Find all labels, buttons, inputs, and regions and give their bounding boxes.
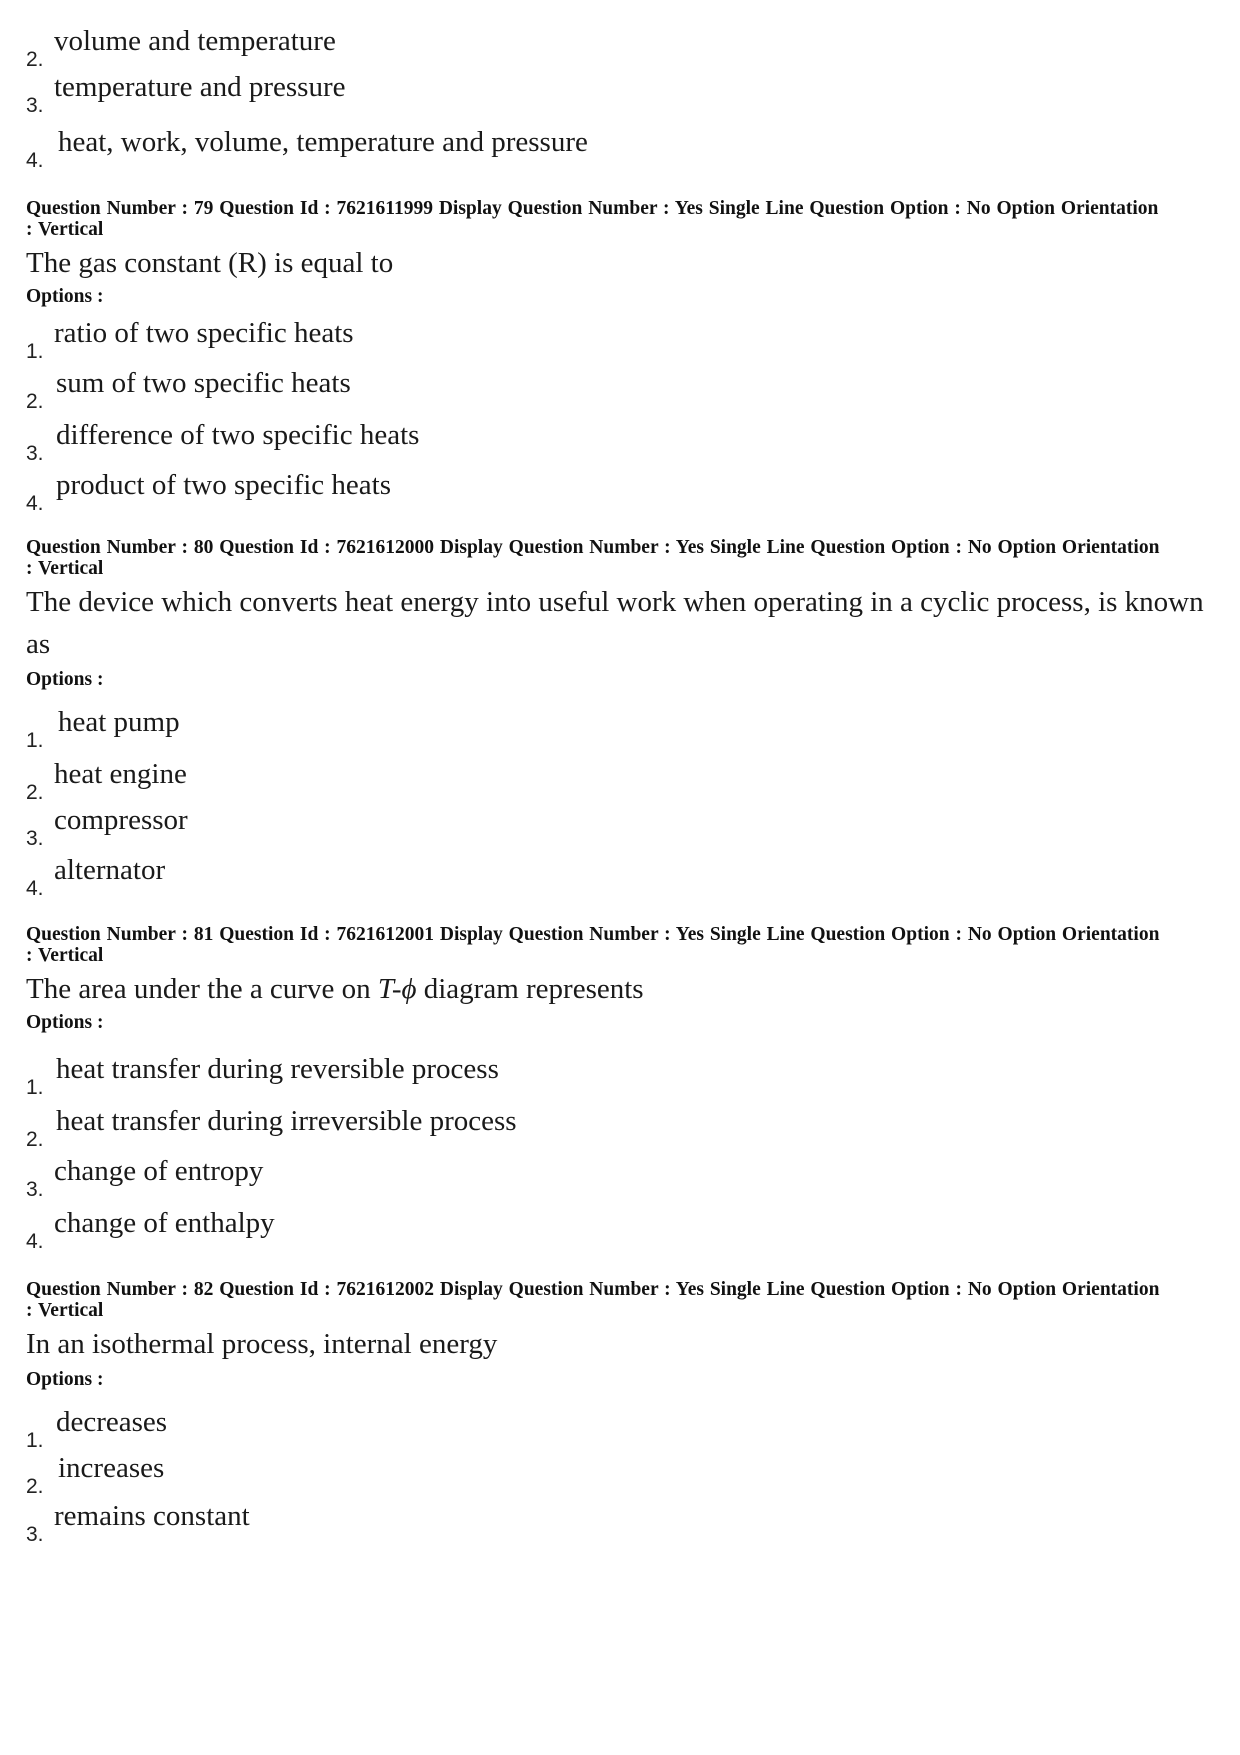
question-text: The gas constant (R) is equal to xyxy=(26,247,394,279)
option-row xyxy=(26,1098,1216,1150)
question-80 xyxy=(26,537,1216,899)
option-number: 3. xyxy=(26,827,44,850)
option-text: increases xyxy=(58,1451,165,1484)
option-row xyxy=(26,803,1216,849)
question-text: In an isothermal process, internal energy xyxy=(26,1328,498,1360)
option-row xyxy=(26,18,1216,70)
option-number: 2. xyxy=(26,1128,44,1151)
question-81 xyxy=(26,924,1216,1252)
option-text: heat pump xyxy=(58,705,180,738)
option-text: decreases xyxy=(56,1405,168,1438)
question-meta: Question Number : 82 Question Id : 7621612002 Display Question Number : Yes Single Line Question Option : No Option Orientation : Vertical xyxy=(26,1279,1160,1321)
option-number: 4. xyxy=(26,492,44,515)
option-text: sum of two specific heats xyxy=(56,366,351,399)
option-number: 1. xyxy=(26,340,44,363)
t-phi-symbol: T-ϕ xyxy=(377,973,417,1005)
options-list xyxy=(26,1401,1216,1545)
option-text: ratio of two specific heats xyxy=(54,316,354,349)
question-text xyxy=(26,968,1216,1010)
option-row xyxy=(26,1200,1216,1252)
options-label: Options : xyxy=(26,669,104,690)
option-text: temperature and pressure xyxy=(54,70,346,103)
options-list xyxy=(26,701,1216,899)
options-list xyxy=(26,1046,1216,1252)
question-text: The device which converts heat energy into useful work when operating in a cyclic process, is known as xyxy=(26,586,1204,660)
option-number: 2. xyxy=(26,1475,44,1498)
option-number: 3. xyxy=(26,1178,44,1201)
question-79 xyxy=(26,198,1216,514)
option-row xyxy=(26,849,1216,899)
option-number: 2. xyxy=(26,390,44,413)
option-number: 4. xyxy=(26,149,44,172)
option-number: 2. xyxy=(26,781,44,804)
option-row xyxy=(26,1150,1216,1200)
option-text: heat transfer during reversible process xyxy=(56,1052,499,1085)
question-meta: Question Number : 81 Question Id : 7621612001 Display Question Number : Yes Single Line Question Option : No Option Orientation : Vertical xyxy=(26,924,1160,966)
option-row xyxy=(26,1451,1216,1497)
option-number: 1. xyxy=(26,1429,44,1452)
option-row xyxy=(26,1497,1216,1545)
option-row xyxy=(26,701,1216,751)
option-text: heat engine xyxy=(54,757,187,790)
option-row xyxy=(26,116,1216,171)
option-text: heat transfer during irreversible process xyxy=(56,1104,517,1137)
options-label: Options : xyxy=(26,286,104,307)
option-row xyxy=(26,412,1216,464)
option-text: heat, work, volume, temperature and pressure xyxy=(58,125,588,158)
option-text: difference of two specific heats xyxy=(56,418,420,451)
option-row xyxy=(26,70,1216,116)
options-label: Options : xyxy=(26,1012,104,1033)
option-text: alternator xyxy=(54,853,166,886)
option-row xyxy=(26,316,1216,362)
option-number: 4. xyxy=(26,1230,44,1253)
question-meta: Question Number : 80 Question Id : 7621612000 Display Question Number : Yes Single Line Question Option : No Option Orientation : Vertical xyxy=(26,537,1160,579)
option-row xyxy=(26,1401,1216,1451)
option-number: 1. xyxy=(26,729,44,752)
option-row xyxy=(26,464,1216,514)
question-82 xyxy=(26,1279,1216,1545)
option-row xyxy=(26,362,1216,412)
option-text: change of entropy xyxy=(54,1154,264,1187)
option-number: 3. xyxy=(26,1523,44,1546)
option-text: volume and temperature xyxy=(54,24,336,57)
option-row xyxy=(26,751,1216,803)
option-text: remains constant xyxy=(54,1499,250,1532)
option-number: 4. xyxy=(26,877,44,900)
option-text: compressor xyxy=(54,803,188,836)
question-text-part: diagram represents xyxy=(416,973,644,1005)
continued-options xyxy=(26,18,1216,171)
option-number: 1. xyxy=(26,1076,44,1099)
option-text: change of enthalpy xyxy=(54,1206,275,1239)
question-meta: Question Number : 79 Question Id : 7621611999 Display Question Number : Yes Single Line Question Option : No Option Orientation : Vertical xyxy=(26,198,1159,240)
option-text: product of two specific heats xyxy=(56,468,392,501)
option-row xyxy=(26,1046,1216,1098)
options-label: Options : xyxy=(26,1369,104,1390)
option-number: 3. xyxy=(26,94,44,117)
option-number: 2. xyxy=(26,48,44,71)
question-text-part: The area under the a curve on xyxy=(26,973,378,1005)
option-number: 3. xyxy=(26,442,44,465)
options-list xyxy=(26,316,1216,514)
